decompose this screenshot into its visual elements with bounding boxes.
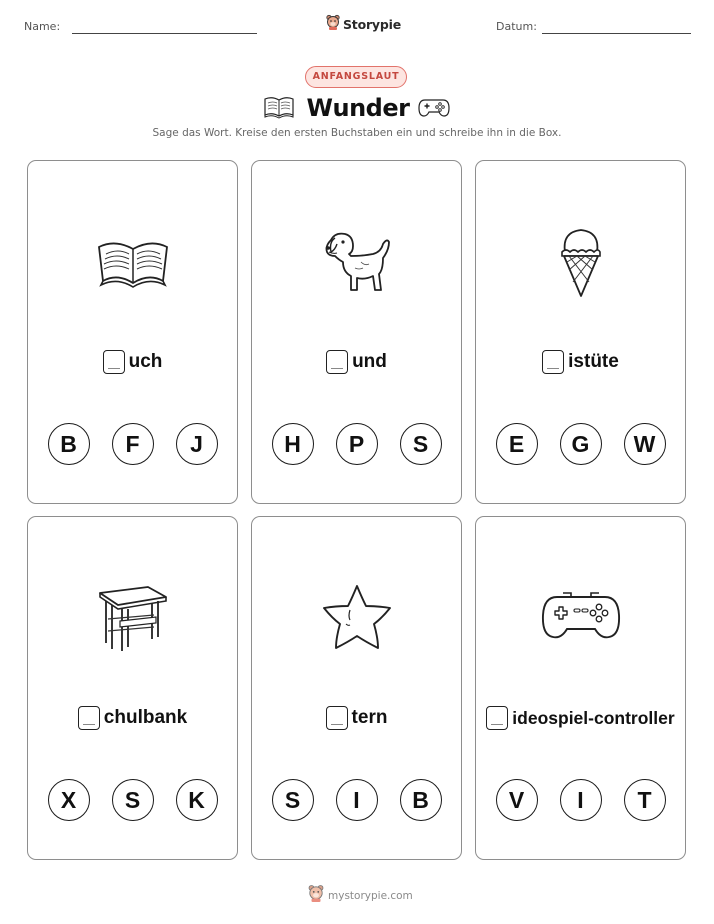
letter-option[interactable]: G [560, 423, 602, 465]
word-card [475, 516, 686, 860]
word-row [28, 703, 237, 733]
game-controller-icon [476, 572, 685, 662]
word-row [28, 347, 237, 377]
answer-box[interactable] [542, 350, 564, 374]
date-field[interactable] [542, 33, 691, 34]
answer-box[interactable] [326, 706, 348, 730]
letter-option[interactable]: W [624, 423, 666, 465]
letter-option[interactable]: E [496, 423, 538, 465]
book-icon [28, 216, 237, 306]
footer [308, 884, 413, 907]
name-label: Name: [24, 20, 61, 33]
word-card [27, 160, 238, 504]
letter-option[interactable]: J [176, 423, 218, 465]
title-row [0, 92, 714, 126]
category-badge: ANFANGSLAUT [305, 66, 407, 88]
letter-option[interactable]: P [336, 423, 378, 465]
bear-mascot-icon [308, 884, 324, 907]
word-card [475, 160, 686, 504]
word-ending: istüte [568, 351, 619, 372]
book-icon [263, 95, 295, 124]
letter-options [476, 423, 685, 467]
letter-options [476, 779, 685, 823]
letter-option[interactable]: I [336, 779, 378, 821]
letter-option[interactable]: S [112, 779, 154, 821]
instructions-text: Sage das Wort. Kreise den ersten Buchstaben ein und schreibe ihn in die Box. [152, 127, 562, 139]
word-row [476, 703, 685, 733]
letter-option[interactable]: V [496, 779, 538, 821]
word-row [476, 347, 685, 377]
date-label: Datum: [496, 20, 537, 33]
word-row [252, 703, 461, 733]
word-ending: tern [351, 707, 388, 728]
word-ending: uch [128, 351, 163, 372]
letter-option[interactable]: F [112, 423, 154, 465]
ice-cream-cone-icon [476, 216, 685, 306]
word-ending: und [352, 351, 387, 372]
brand-name: Storypie [343, 17, 401, 32]
letter-options [28, 423, 237, 467]
letter-options [28, 779, 237, 823]
brand-logo [326, 14, 401, 35]
worksheet-header [0, 14, 714, 44]
school-desk-icon [28, 572, 237, 662]
letter-option[interactable]: K [176, 779, 218, 821]
game-controller-icon [418, 95, 450, 124]
word-card [251, 160, 462, 504]
letter-option[interactable]: I [560, 779, 602, 821]
letter-option[interactable]: H [272, 423, 314, 465]
word-ending: ideospiel-controller [512, 707, 675, 728]
answer-box[interactable] [326, 350, 348, 374]
letter-option[interactable]: S [400, 423, 442, 465]
word-card [251, 516, 462, 860]
letter-options [252, 779, 461, 823]
letter-option[interactable]: B [400, 779, 442, 821]
letter-option[interactable]: S [272, 779, 314, 821]
word-ending: chulbank [103, 707, 188, 728]
word-row [252, 347, 461, 377]
worksheet-title: Wunder [306, 94, 410, 122]
star-icon [252, 572, 461, 662]
letter-option[interactable]: B [48, 423, 90, 465]
answer-box[interactable] [486, 706, 508, 730]
letter-option[interactable]: T [624, 779, 666, 821]
name-field[interactable] [72, 33, 257, 34]
letter-options [252, 423, 461, 467]
dog-icon [252, 216, 461, 306]
letter-option[interactable]: X [48, 779, 90, 821]
answer-box[interactable] [78, 706, 100, 730]
word-card [27, 516, 238, 860]
footer-site[interactable]: mystorypie.com [328, 889, 413, 902]
answer-box[interactable] [103, 350, 125, 374]
bear-mascot-icon [326, 14, 340, 35]
